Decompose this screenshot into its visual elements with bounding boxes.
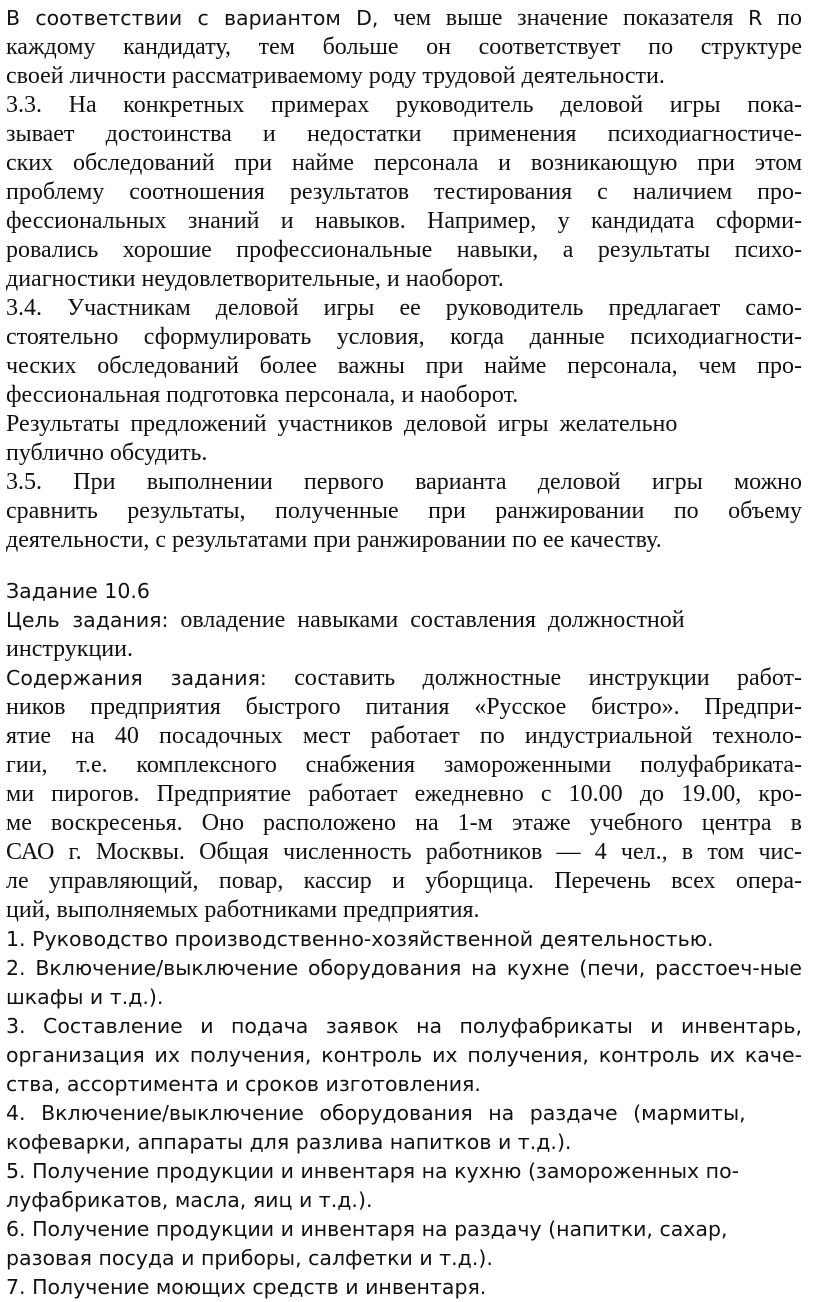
operations-list [6, 925, 802, 1302]
text-line: ми пирогов. Предприятие работает ежедневно с 10.00 до 19.00, кро- [6, 781, 802, 807]
document-page [6, 4, 802, 1302]
text-line: 4. Включение/выключение оборудования на раздаче (мармиты, [6, 1101, 746, 1125]
list-item [6, 1157, 802, 1215]
task-goal [6, 606, 802, 664]
text-line: каждому кандидату, тем больше он соответствует по структуре [6, 34, 802, 60]
list-item [6, 1099, 802, 1157]
text-line [6, 4, 802, 33]
text-fragment: овладение навыками составления должностной [168, 607, 685, 633]
paragraph-variant-d [6, 4, 802, 91]
text-line: 1. Руководство производственно-хозяйственной деятельностью. [6, 927, 714, 951]
text-fragment: по [762, 5, 802, 31]
list-item [6, 1012, 802, 1099]
text-line: 3.5. При выполнении первого варианта деловой игры можно [6, 469, 802, 495]
text-line [6, 606, 802, 635]
text-line: ников предприятия быстрого питания «Русское бистро». Предпри- [6, 694, 802, 720]
paragraph-results [6, 410, 802, 468]
paragraph-3-4 [6, 294, 802, 410]
text-line: диагностики неудовлетворительные, и наоборот. [6, 266, 504, 292]
text-line: кофеварки, аппараты для разлива напитков и т.д.). [6, 1130, 572, 1154]
text-line: Результаты предложений участников деловой игры желательно [6, 411, 678, 437]
text-line: 3. Составление и подача заявок на полуфабрикаты и инвентарь, [6, 1014, 802, 1038]
text-line: организация их получения, контроль их получения, контроль их каче- [6, 1043, 802, 1067]
text-line: ровались хорошие профессиональные навыки, а результаты психо- [6, 237, 802, 263]
text-line: 3.4. Участникам деловой игры ее руководитель предлагает само- [6, 295, 802, 321]
text-line: 7. Получение моющих средств и инвентаря. [6, 1275, 487, 1299]
text-line: деятельности, с результатами при ранжировании по ее качеству. [6, 527, 662, 553]
text-line: ства, ассортимента и сроков изготовления. [6, 1072, 481, 1096]
text-line: ций, выполняемых работниками предприятия. [6, 897, 480, 923]
text-line: ме воскресенья. Оно расположено на 1-м этаже учебного центра в [6, 810, 802, 836]
list-item [6, 925, 802, 954]
text-fragment: составить должностные инструкции работ- [266, 665, 802, 691]
text-line [6, 664, 802, 693]
text-fragment: В соответствии с вариантом D, [6, 6, 379, 30]
text-line: зывает достоинства и недостатки применения психодиагностиче- [6, 121, 802, 147]
text-line: разовая посуда и приборы, салфетки и т.д.). [6, 1246, 493, 1270]
text-line: своей личности рассматриваемому роду трудовой деятельности. [6, 63, 665, 89]
text-line: стоятельно сформулировать условия, когда данные психодиагности- [6, 324, 802, 350]
text-line: САО г. Москвы. Общая численность работников — 4 чел., в том чис- [6, 839, 802, 865]
paragraph-3-3 [6, 91, 802, 294]
text-line: луфабрикатов, масла, яиц и т.д.). [6, 1188, 373, 1212]
text-line: ческих обследований более важны при найме персонала, чем про- [6, 353, 802, 379]
text-line: публично обсудить. [6, 440, 208, 466]
content-label: Содержания задания: [6, 666, 267, 690]
section-gap [6, 555, 802, 577]
list-item [6, 954, 802, 1012]
text-line: ских обследований при найме персонала и возникающую при этом [6, 150, 802, 176]
list-item [6, 1273, 802, 1302]
text-line: 6. Получение продукции и инвентаря на раздачу (напитки, сахар, [6, 1217, 728, 1241]
task-content [6, 664, 802, 925]
text-line: шкафы и т.д.). [6, 985, 164, 1009]
text-line: сравнить результаты, полученные при ранжировании по объему [6, 498, 802, 524]
text-line: инструкции. [6, 636, 133, 662]
text-line: 5. Получение продукции и инвентаря на кухню (замороженных по- [6, 1159, 740, 1183]
text-fragment: чем выше значение показателя [378, 5, 749, 31]
paragraph-3-5 [6, 468, 802, 555]
text-fragment: R [748, 6, 763, 30]
text-line: гии, т.е. комплексного снабжения замороженными полуфабриката- [6, 752, 802, 778]
text-line: ле управляющий, повар, кассир и уборщица. Перечень всех опера- [6, 868, 802, 894]
text-line: фессиональная подготовка персонала, и наоборот. [6, 382, 519, 408]
text-line: 2. Включение/выключение оборудования на кухне (печи, расстоеч-ные [6, 956, 802, 980]
goal-label: Цель задания: [6, 608, 169, 632]
task-title: Задание 10.6 [6, 579, 150, 603]
text-line: ятие на 40 посадочных мест работает по индустриальной техноло- [6, 723, 802, 749]
list-item [6, 1215, 802, 1273]
text-line: фессиональных знаний и навыков. Например, у кандидата сформи- [6, 208, 802, 234]
text-line: проблему соотношения результатов тестирования с наличием про- [6, 179, 802, 205]
text-line: 3.3. На конкретных примерах руководитель деловой игры пока- [6, 92, 802, 118]
